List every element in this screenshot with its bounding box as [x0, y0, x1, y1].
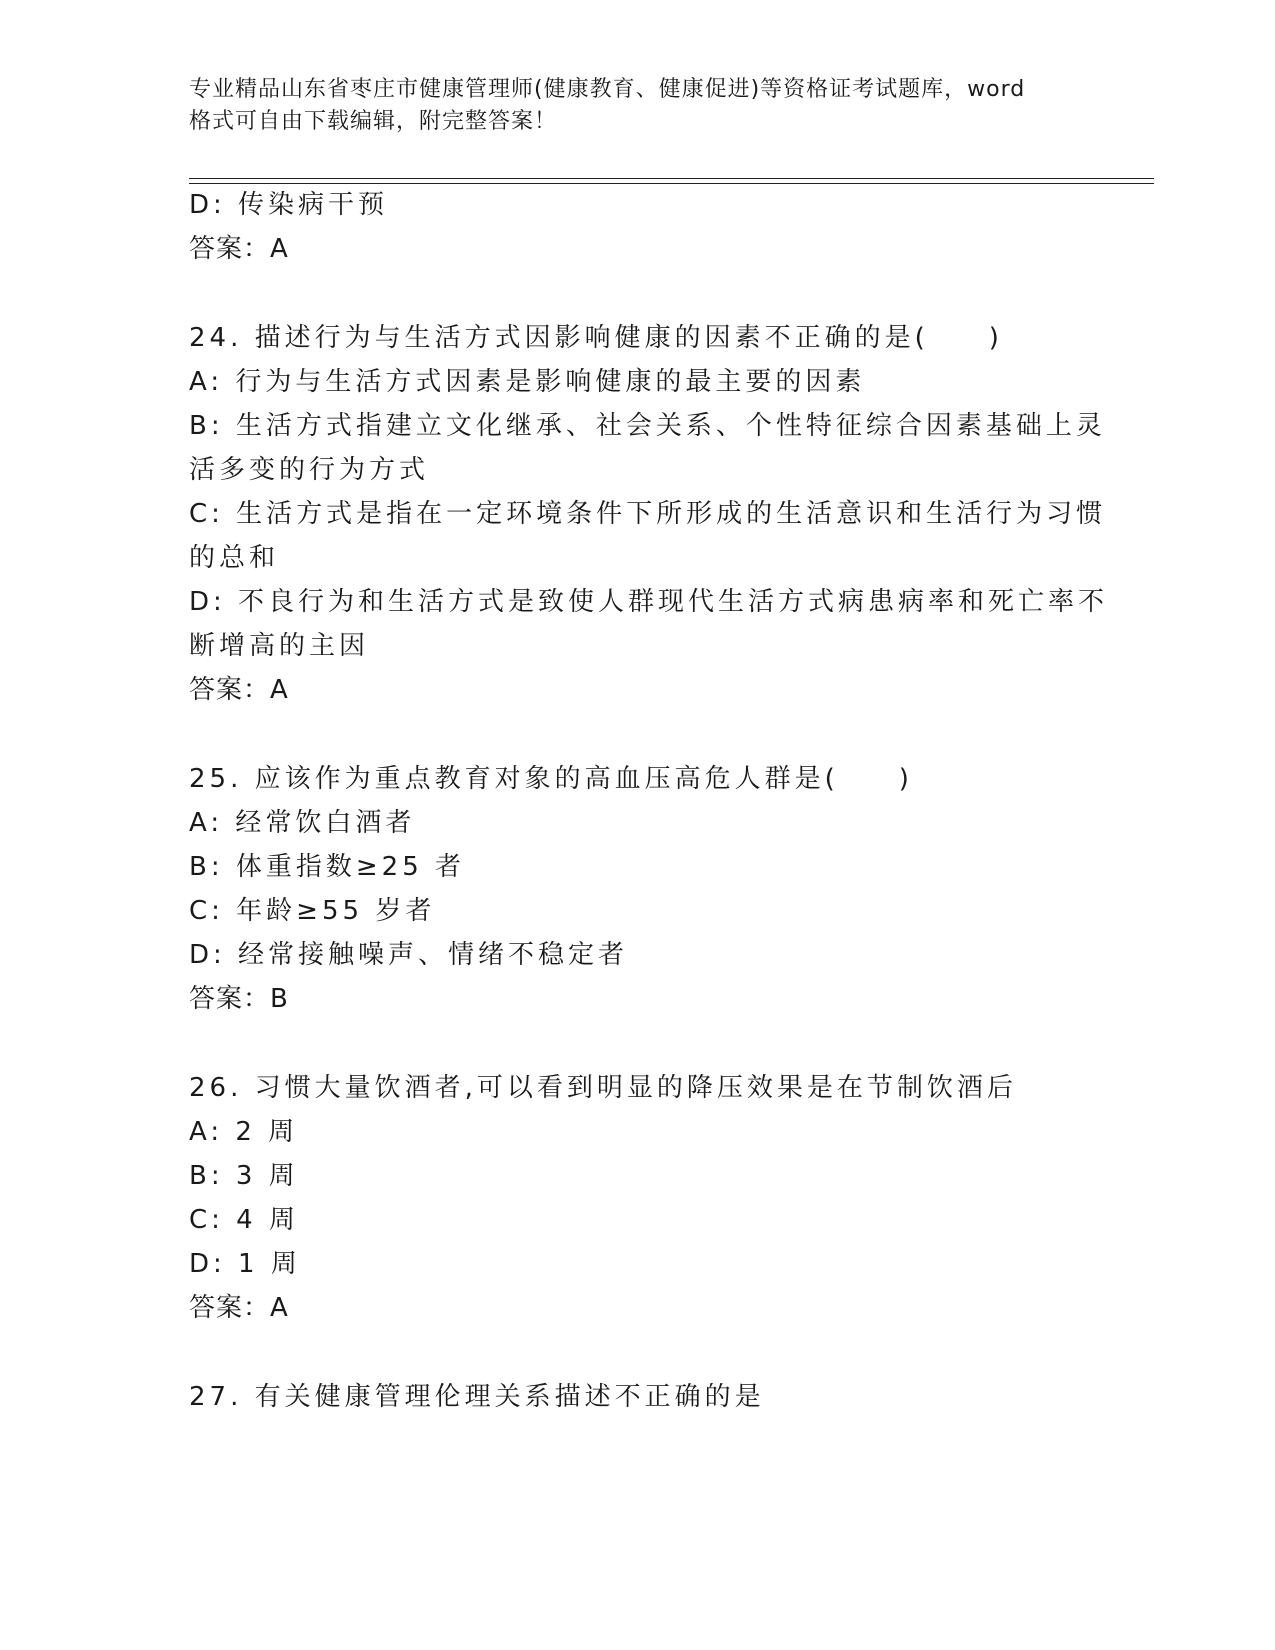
document-header — [189, 74, 1089, 138]
q26-option-c: C: 4 周 — [189, 1205, 299, 1235]
q25-answer: 答案：B — [189, 984, 289, 1014]
q25-option-b: B: 体重指数≥25 者 — [189, 852, 465, 882]
q25-option-d: D: 经常接触噪声、情绪不稳定者 — [189, 940, 629, 970]
q26-option-b: B: 3 周 — [189, 1161, 299, 1191]
q26-option-d: D: 1 周 — [189, 1249, 301, 1279]
header-line-1: 专业精品山东省枣庄市健康管理师(健康教育、健康促进)等资格证考试题库，word — [189, 77, 1026, 102]
header-rule-bottom — [189, 183, 1154, 184]
q25-option-c: C: 年龄≥55 岁者 — [189, 896, 436, 926]
q24-option-b-line1: B: 生活方式指建立文化继承、社会关系、个性特征综合因素基础上灵 — [189, 411, 1106, 441]
q24-option-d-line2: 断增高的主因 — [189, 631, 370, 661]
q26-option-a: A: 2 周 — [189, 1117, 299, 1147]
q24-option-c-line2: 的总和 — [189, 543, 280, 573]
q26-stem: 26. 习惯大量饮酒者,可以看到明显的降压效果是在节制饮酒后 — [189, 1073, 1017, 1103]
q25-option-a: A: 经常饮白酒者 — [189, 808, 416, 838]
q26-answer: 答案：A — [189, 1293, 289, 1323]
q24-stem: 24. 描述行为与生活方式因影响健康的因素不正确的是( ) — [189, 323, 1003, 353]
q24-option-b-line2: 活多变的行为方式 — [189, 455, 430, 485]
prev-answer: 答案：A — [189, 234, 289, 264]
q27-stem: 27. 有关健康管理伦理关系描述不正确的是 — [189, 1382, 765, 1412]
q24-option-d-line1: D: 不良行为和生活方式是致使人群现代生活方式病患病率和死亡率不 — [189, 587, 1109, 617]
q25-stem: 25. 应该作为重点教育对象的高血压高危人群是( ) — [189, 764, 913, 794]
q24-answer: 答案：A — [189, 675, 289, 705]
header-rule-top — [189, 178, 1154, 179]
q24-option-a: A: 行为与生活方式因素是影响健康的最主要的因素 — [189, 367, 866, 397]
q24-option-c-line1: C: 生活方式是指在一定环境条件下所形成的生活意识和生活行为习惯 — [189, 499, 1107, 529]
header-line-2: 格式可自由下载编辑，附完整答案！ — [189, 109, 558, 134]
prev-option-d: D: 传染病干预 — [189, 190, 389, 220]
